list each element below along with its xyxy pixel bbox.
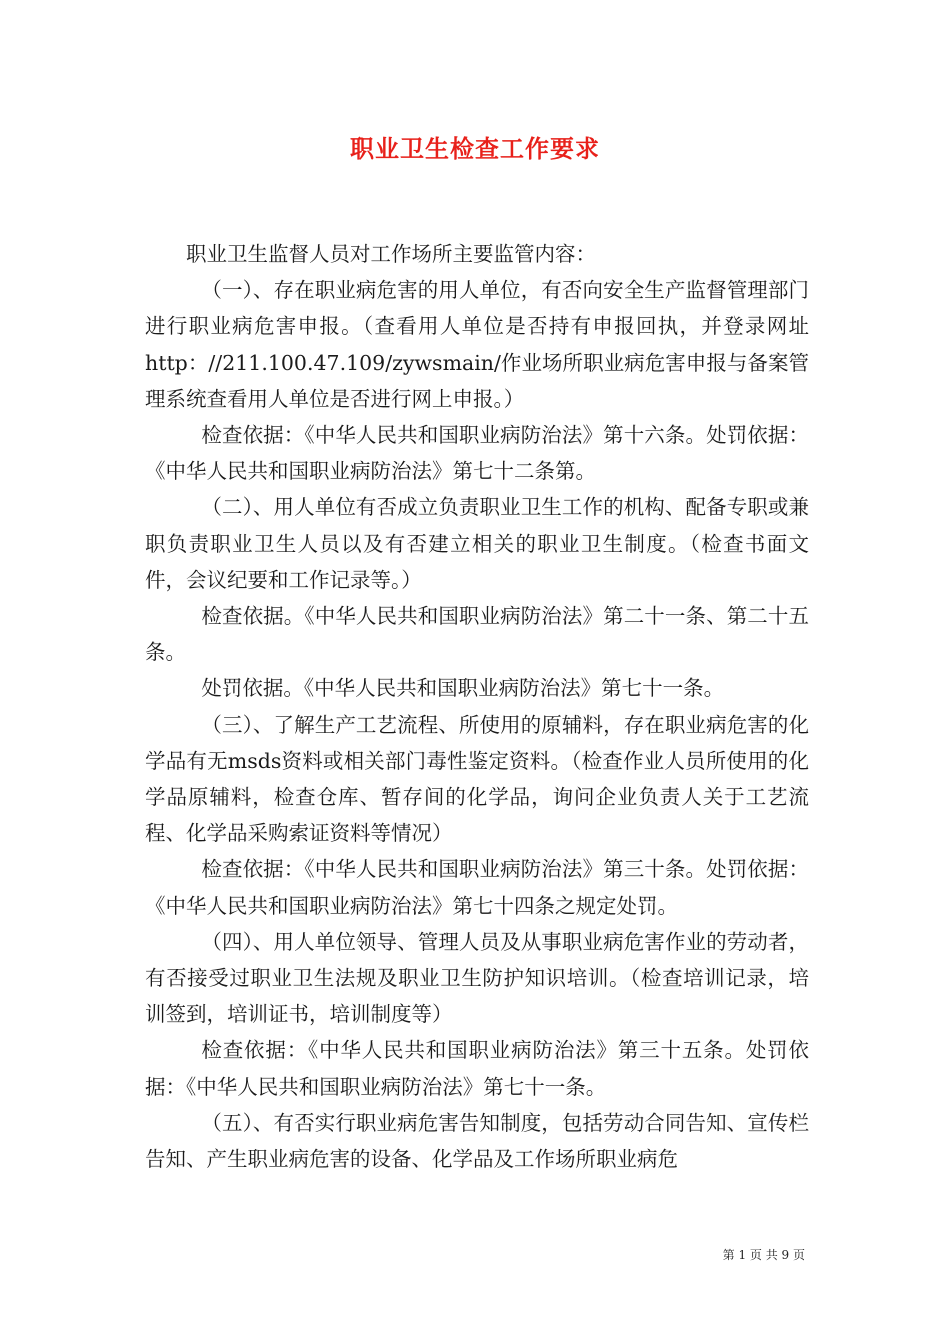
document-body	[145, 236, 809, 1177]
paragraph-intro: 职业卫生监督人员对工作场所主要监管内容：	[186, 242, 596, 266]
paragraph-basis-3: 检查依据：《中华人民共和国职业病防治法》第三十条。处罚依据：《中华人民共和国职业病防治法》第七十四条之规定处罚。	[145, 857, 809, 918]
paragraph-item-1: （一）、存在职业病危害的用人单位，有否向安全生产监督管理部门进行职业病危害申报。（查看用人单位是否持有申报回执，并登录网址http：//211.100.47.109/zywsmain/作业场所职业病危害申报与备案管理系统查看用人单位是否进行网上申报。）	[145, 278, 809, 411]
paragraph-item-4: （四）、用人单位领导、管理人员及从事职业病危害作业的劳动者，有否接受过职业卫生法规及职业卫生防护知识培训。（检查培训记录，培训签到，培训证书，培训制度等）	[145, 929, 809, 1027]
paragraph-item-2: （二）、用人单位有否成立负责职业卫生工作的机构、配备专职或兼职负责职业卫生人员以及有否建立相关的职业卫生制度。（检查书面文件，会议纪要和工作记录等。）	[145, 495, 809, 592]
paragraph-basis-1: 检查依据：《中华人民共和国职业病防治法》第十六条。处罚依据：《中华人民共和国职业病防治法》第七十二条第。	[145, 423, 809, 484]
paragraph-basis-4: 检查依据：《中华人民共和国职业病防治法》第三十五条。处罚依据：《中华人民共和国职业病防治法》第七十一条。	[145, 1038, 809, 1099]
paragraph-item-5: （五）、有否实行职业病危害告知制度，包括劳动合同告知、宣传栏告知、产生职业病危害的设备、化学品及工作场所职业病危	[145, 1110, 809, 1172]
paragraph-item-3: （三）、了解生产工艺流程、所使用的原辅料，存在职业病危害的化学品有无msds资料或相关部门毒性鉴定资料。（检查作业人员所使用的化学品原辅料，检查仓库、暂存间的化学品，询问企业负责人关于工艺流程、化学品采购索证资料等情况）	[145, 712, 809, 846]
document-title: 职业卫生检查工作要求	[350, 134, 600, 163]
paragraph-penalty-2: 处罚依据。《中华人民共和国职业病防治法》第七十一条。	[201, 676, 725, 701]
paragraph-basis-2: 检查依据。《中华人民共和国职业病防治法》第二十一条、第二十五条。	[145, 604, 809, 665]
page-number-footer: 第 1 页 共 9 页	[722, 1248, 805, 1262]
